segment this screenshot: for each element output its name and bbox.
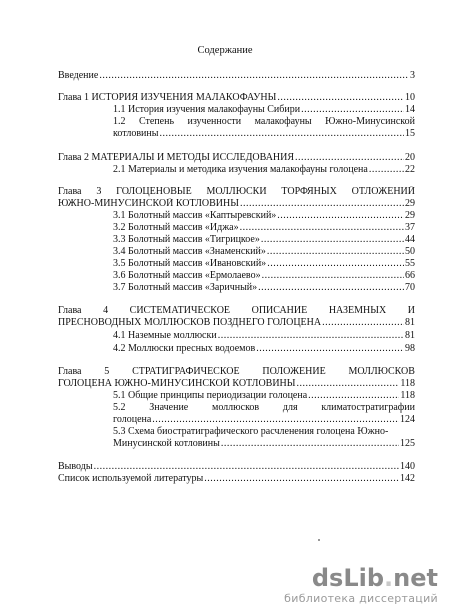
toc-entry-1-1[interactable] [113,104,415,116]
toc-word: Значение [149,402,189,413]
dot-leader [94,461,399,473]
dot-leader [295,152,404,164]
toc-word: ГОЛОЦЕНОВЫЕ [116,186,192,197]
toc-page-number: 37 [405,222,415,233]
toc-entry-4-2[interactable] [113,343,415,355]
toc-page-number: 125 [400,438,415,449]
toc-entry-3-3[interactable] [113,234,415,246]
toc-word: ОПИСАНИЕ [251,305,308,316]
toc-page-number: 118 [400,378,415,389]
toc-entry-text: 3.5 Болотный массив «Ивановский» [113,258,267,269]
toc-entry-references[interactable] [58,473,415,485]
watermark-logo[interactable] [312,565,438,591]
toc-entry-3-7[interactable] [113,282,415,294]
toc-page-number: 3 [410,70,415,81]
toc-entry-text: 4.1 Наземные моллюски [113,330,217,341]
toc-page-number: 142 [400,473,415,484]
toc-entry-text: Список используемой литературы [58,473,204,484]
dot-leader [308,390,399,402]
toc-word: И [407,305,415,316]
toc-entry-conclusions[interactable] [58,461,415,473]
toc-entry-chapter-1[interactable] [58,92,415,104]
watermark-caption: библиотека диссертаций [284,592,438,605]
toc-page-number: 81 [405,330,415,341]
toc-entry-text: 3.2 Болотный массив «Иджа» [113,222,239,233]
toc-page-number: 14 [405,104,415,115]
dot-leader [267,246,404,258]
toc-entry-chapter-2[interactable] [58,152,415,164]
toc-entry-5-3-line1[interactable] [113,426,415,438]
toc-entry-1-2-line1[interactable] [113,116,415,128]
toc-word: ПОЛОЖЕНИЕ [262,366,326,377]
toc-word: МОЛЛЮСКИ [206,186,267,197]
toc-page-number: 22 [405,164,415,175]
toc-entry-text: голоцена [113,414,152,425]
toc-entry-3-2[interactable] [113,222,415,234]
toc-word: ТОРФЯНЫХ [281,186,337,197]
toc-entry-text: котловины [113,128,159,139]
dot-leader [322,317,404,329]
toc-page-number: 15 [405,128,415,139]
dot-leader [301,104,404,116]
toc-entry-chapter-3-line1[interactable] [58,186,415,198]
toc-entry-text: ЮЖНО-МИНУСИНСКОЙ КОТЛОВИНЫ [58,198,239,209]
dot-leader [240,198,404,210]
toc-entry-2-1[interactable] [113,164,415,176]
toc-entry-text: Глава 2 МАТЕРИАЛЫ И МЕТОДЫ ИССЛЕДОВАНИЯ [58,152,295,163]
toc-entry-chapter-5-line2[interactable] [58,378,415,390]
toc-page-number: 66 [405,270,415,281]
toc-page-number: 118 [400,390,415,401]
toc-entry-text: ПРЕСНОВОДНЫХ МОЛЛЮСКОВ ПОЗДНЕГО ГОЛОЦЕНА [58,317,322,328]
toc-page-number: 44 [405,234,415,245]
toc-entry-chapter-4-line2[interactable] [58,317,415,329]
dot-leader [218,330,404,342]
toc-entry-text: 3.3 Болотный массив «Тигрицкое» [113,234,260,245]
dot-leader [261,234,404,246]
toc-word: Глава [58,366,82,377]
dot-leader [258,282,404,294]
toc-entry-3-4[interactable] [113,246,415,258]
toc-entry-5-3-line2[interactable] [113,438,415,450]
dot-leader [99,70,409,82]
dot-leader [256,343,404,355]
toc-entry-text: 3.4 Болотный массив «Знаменский» [113,246,266,257]
toc-word: 4 [103,305,109,316]
toc-page-number: 50 [405,246,415,257]
toc-entry-text: Выводы [58,461,93,472]
toc-word: для [282,402,298,413]
toc-page-number: 55 [405,258,415,269]
toc-entry-chapter-3-line2[interactable] [58,198,415,210]
toc-entry-5-1[interactable] [113,390,415,402]
toc-word: моллюсков [211,402,260,413]
toc-page-number: 98 [405,343,415,354]
toc-word: СИСТЕМАТИЧЕСКОЕ [129,305,231,316]
toc-entry-text: 5.1 Общие принципы периодизации голоцена [113,390,308,401]
toc-word: 3 [96,186,102,197]
toc-entry-text: 3.6 Болотный массив «Ермолаево» [113,270,261,281]
dot-leader [221,438,399,450]
toc-word: ОТЛОЖЕНИЙ [351,186,415,197]
toc-page-number: 10 [405,92,415,103]
toc-word: изученности [187,116,242,127]
toc-entry-text: 2.1 Материалы и методика изучения малакофауны голоцена [113,164,368,175]
dot-leader [240,222,404,234]
toc-entry-chapter-4-line1[interactable] [58,305,415,317]
dot-leader [204,473,399,485]
toc-entry-3-6[interactable] [113,270,415,282]
toc-entry-5-2-line1[interactable] [113,402,415,414]
toc-word: 5.2 [113,402,126,413]
toc-entry-text: 4.2 Моллюски пресных водоемов [113,343,256,354]
toc-entry-text: 5.3 Схема биостратиграфического расчленения голоцена Южно- [113,426,389,437]
toc-word: СТРАТИГРАФИЧЕСКОЕ [132,366,240,377]
toc-entry-3-5[interactable] [113,258,415,270]
toc-entry-chapter-5-line1[interactable] [58,366,415,378]
toc-entry-1-2-line2[interactable] [113,128,415,140]
dot-leader [297,378,400,390]
toc-word: климатостратиграфии [321,402,415,413]
toc-entry-3-1[interactable] [113,210,415,222]
toc-entry-text: Глава 1 ИСТОРИЯ ИЗУЧЕНИЯ МАЛАКОФАУНЫ [58,92,277,103]
toc-page-number: 29 [405,198,415,209]
toc-word: 1.2 [113,116,126,127]
toc-entry-intro[interactable] [58,70,415,82]
page-title: Содержание [197,45,253,56]
toc-entry-text: Введение [58,70,99,81]
toc-page-number: 81 [405,317,415,328]
toc-entry-text: ГОЛОЦЕНА ЮЖНО-МИНУСИНСКОЙ КОТЛОВИНЫ [58,378,296,389]
toc-word: Глава [58,186,82,197]
toc-word: МОЛЛЮСКОВ [348,366,415,377]
toc-entry-text: 3.1 Болотный массив «Каптыревский» [113,210,277,221]
scan-speck [318,539,320,541]
dot-leader [277,210,404,222]
toc-page-number: 140 [400,461,415,472]
toc-page-number: 70 [405,282,415,293]
toc-word: НАЗЕМНЫХ [328,305,387,316]
toc-word: Южно-Минусинской [325,116,415,127]
watermark-dot: . [384,564,394,592]
toc-page-number: 20 [405,152,415,163]
dot-leader [267,258,404,270]
toc-word: 5 [104,366,110,377]
toc-entry-4-1[interactable] [113,330,415,342]
dot-leader [277,92,404,104]
toc-word: Степень [138,116,175,127]
toc-page-number: 124 [400,414,415,425]
dot-leader [369,164,404,176]
toc-entry-5-2-line2[interactable] [113,414,415,426]
toc-word: Глава [58,305,82,316]
toc-entry-text: 1.1 История изучения малакофауны Сибири [113,104,301,115]
dot-leader [262,270,404,282]
watermark-tld: net [393,564,438,592]
dot-leader [152,414,399,426]
watermark-brand: dsLib [311,564,385,592]
dot-leader [159,128,404,140]
toc-word: малакофауны [254,116,312,127]
toc-entry-text: 3.7 Болотный массив «Заричный» [113,282,258,293]
toc-page-number: 29 [405,210,415,221]
toc-entry-text: Минусинской котловины [113,438,220,449]
